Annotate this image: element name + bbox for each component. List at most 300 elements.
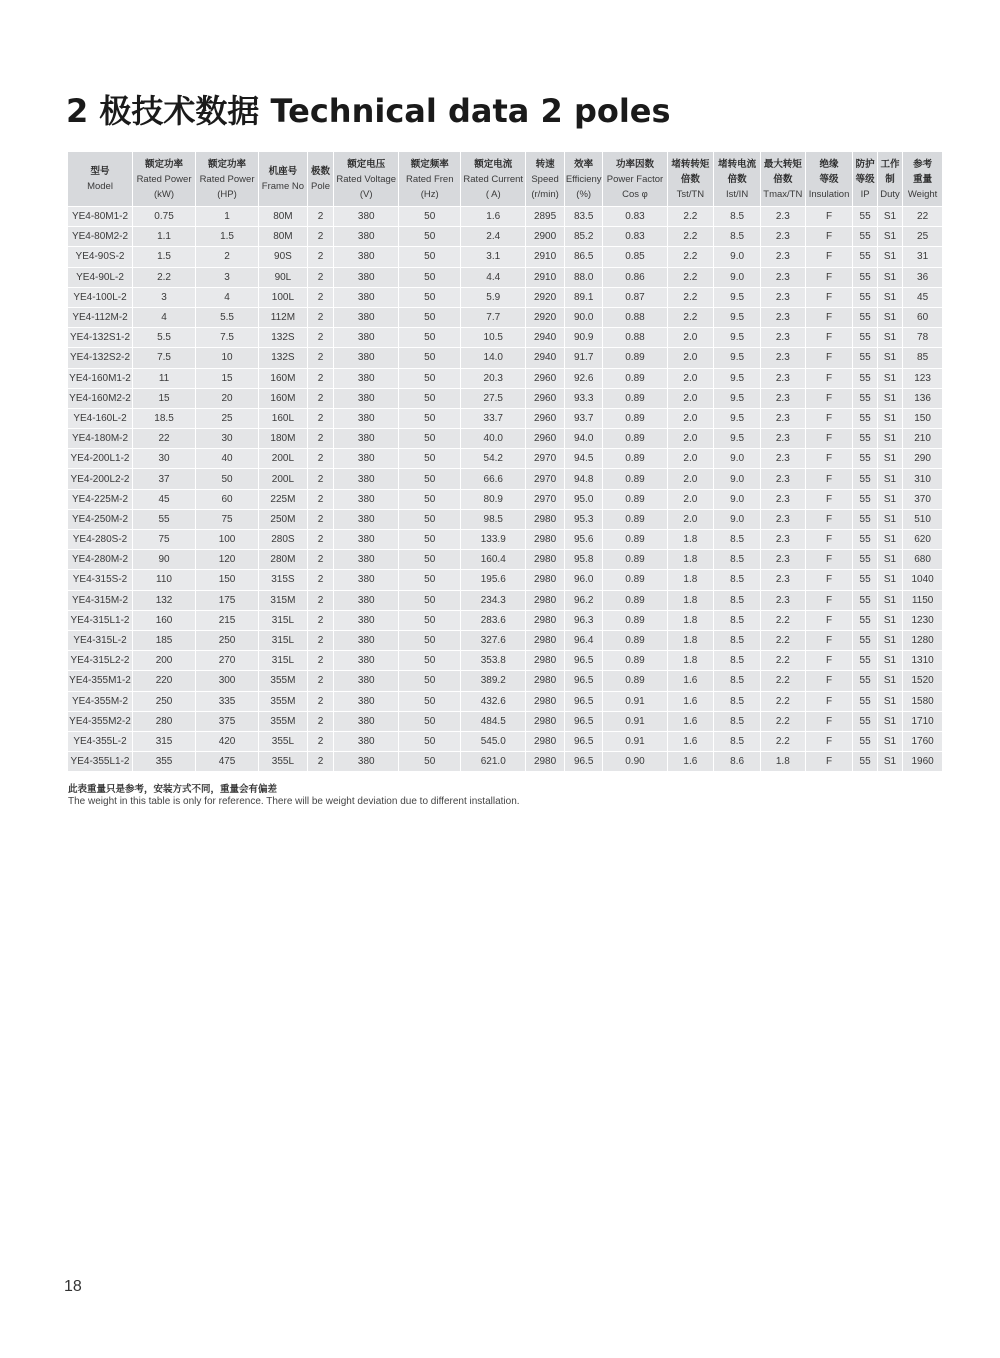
table-cell: 9.5 xyxy=(714,348,761,368)
table-cell: 25 xyxy=(196,408,259,428)
table-cell: 20 xyxy=(196,388,259,408)
table-cell: 380 xyxy=(334,570,399,590)
table-row xyxy=(68,610,943,630)
table-cell: S1 xyxy=(877,267,902,287)
table-cell: 327.6 xyxy=(461,630,526,650)
table-cell: 283.6 xyxy=(461,610,526,630)
table-cell: 8.5 xyxy=(714,651,761,671)
table-cell: 2.0 xyxy=(667,328,714,348)
table-cell: 0.89 xyxy=(603,570,667,590)
column-header xyxy=(667,152,714,207)
table-cell: 2 xyxy=(307,307,333,327)
model-cell: YE4-280S-2 xyxy=(68,530,133,550)
table-cell: 55 xyxy=(853,489,877,509)
table-cell: S1 xyxy=(877,691,902,711)
table-cell: 85 xyxy=(903,348,943,368)
table-cell: 2940 xyxy=(526,348,565,368)
table-cell: 2980 xyxy=(526,509,565,529)
table-cell: 315L xyxy=(259,630,308,650)
model-cell: YE4-315M-2 xyxy=(68,590,133,610)
table-cell: 0.89 xyxy=(603,610,667,630)
table-cell: F xyxy=(805,489,853,509)
table-cell: 2895 xyxy=(526,207,565,227)
table-cell: 50 xyxy=(399,267,461,287)
table-cell: 55 xyxy=(853,590,877,610)
table-cell: 50 xyxy=(399,207,461,227)
table-cell: 475 xyxy=(196,752,259,772)
table-cell: 50 xyxy=(399,328,461,348)
table-cell: 55 xyxy=(853,388,877,408)
table-cell: F xyxy=(805,429,853,449)
table-cell: 234.3 xyxy=(461,590,526,610)
table-cell: 1 xyxy=(196,207,259,227)
table-cell: 0.85 xyxy=(603,247,667,267)
table-cell: 9.5 xyxy=(714,287,761,307)
table-cell: 1310 xyxy=(903,651,943,671)
table-cell: 380 xyxy=(334,207,399,227)
table-cell: 55 xyxy=(853,307,877,327)
table-cell: 335 xyxy=(196,691,259,711)
table-cell: F xyxy=(805,227,853,247)
table-cell: 55 xyxy=(853,731,877,751)
column-header-line: Model xyxy=(87,181,113,192)
table-cell: 375 xyxy=(196,711,259,731)
table-cell: 290 xyxy=(903,449,943,469)
table-cell: 1.6 xyxy=(667,731,714,751)
table-cell: 50 xyxy=(399,610,461,630)
model-cell: YE4-355M1-2 xyxy=(68,671,133,691)
table-cell: 2 xyxy=(307,227,333,247)
table-cell: 55 xyxy=(853,429,877,449)
table-cell: 55 xyxy=(853,671,877,691)
table-cell: 1.1 xyxy=(133,227,196,247)
table-cell: 545.0 xyxy=(461,731,526,751)
table-cell: 2980 xyxy=(526,630,565,650)
table-cell: 2 xyxy=(307,630,333,650)
column-header-line: (kW) xyxy=(154,188,175,200)
table-cell: 2.3 xyxy=(760,307,805,327)
table-cell: 50 xyxy=(399,449,461,469)
table-cell: 2920 xyxy=(526,307,565,327)
table-cell: 18.5 xyxy=(133,408,196,428)
table-cell: 1.8 xyxy=(667,570,714,590)
table-cell: 90 xyxy=(133,550,196,570)
model-cell: YE4-112M-2 xyxy=(68,307,133,327)
table-cell: 1.6 xyxy=(667,711,714,731)
table-cell: 91.7 xyxy=(564,348,603,368)
table-cell: 3 xyxy=(133,287,196,307)
column-header xyxy=(564,152,603,207)
table-cell: 2.0 xyxy=(667,348,714,368)
table-cell: F xyxy=(805,630,853,650)
table-cell: 2960 xyxy=(526,408,565,428)
table-cell: 380 xyxy=(334,752,399,772)
table-cell: 0.90 xyxy=(603,752,667,772)
table-cell: S1 xyxy=(877,429,902,449)
table-row xyxy=(68,570,943,590)
table-cell: 2.3 xyxy=(760,368,805,388)
table-cell: 2 xyxy=(307,671,333,691)
weight-note-chinese: 此表重量只是参考，安装方式不同，重量会有偏差 xyxy=(68,784,278,795)
table-cell: 355L xyxy=(259,752,308,772)
table-cell: 132S xyxy=(259,328,308,348)
column-header-line: Duty xyxy=(880,188,900,200)
table-cell: 195.6 xyxy=(461,570,526,590)
table-cell: 50 xyxy=(399,691,461,711)
column-header-line: 倍数 xyxy=(773,173,793,185)
table-cell: 310 xyxy=(903,469,943,489)
table-cell: 380 xyxy=(334,530,399,550)
table-cell: 2 xyxy=(307,590,333,610)
table-cell: F xyxy=(805,610,853,630)
table-cell: S1 xyxy=(877,408,902,428)
table-cell: 0.83 xyxy=(603,227,667,247)
table-row xyxy=(68,307,943,327)
table-row xyxy=(68,267,943,287)
table-cell: 2980 xyxy=(526,691,565,711)
table-cell: 15 xyxy=(196,368,259,388)
table-cell: 355M xyxy=(259,671,308,691)
table-cell: 2.0 xyxy=(667,469,714,489)
table-cell: F xyxy=(805,651,853,671)
table-header-row xyxy=(68,152,943,207)
table-cell: 380 xyxy=(334,328,399,348)
table-cell: 315L xyxy=(259,651,308,671)
table-cell: 8.5 xyxy=(714,731,761,751)
table-cell: 380 xyxy=(334,227,399,247)
table-row xyxy=(68,247,943,267)
table-cell: 50 xyxy=(399,651,461,671)
table-row xyxy=(68,711,943,731)
table-cell: 36 xyxy=(903,267,943,287)
table-row xyxy=(68,207,943,227)
table-cell: 180M xyxy=(259,429,308,449)
table-cell: F xyxy=(805,469,853,489)
table-cell: 96.5 xyxy=(564,651,603,671)
table-cell: 2980 xyxy=(526,550,565,570)
table-cell: 0.89 xyxy=(603,429,667,449)
column-header-line: 堵转电流 xyxy=(718,158,757,170)
column-header xyxy=(399,152,461,207)
table-row xyxy=(68,287,943,307)
table-cell: 96.5 xyxy=(564,711,603,731)
table-cell: 0.89 xyxy=(603,651,667,671)
table-cell: 55 xyxy=(853,752,877,772)
column-header-line: 极数 xyxy=(311,166,331,177)
table-cell: 0.75 xyxy=(133,207,196,227)
table-row xyxy=(68,550,943,570)
column-header xyxy=(805,152,853,207)
table-cell: 50 xyxy=(399,590,461,610)
column-header-line: Speed xyxy=(531,173,559,185)
table-cell: 2.3 xyxy=(760,348,805,368)
table-cell: F xyxy=(805,731,853,751)
table-cell: 94.0 xyxy=(564,429,603,449)
model-cell: YE4-355M-2 xyxy=(68,691,133,711)
column-header-line: ( A) xyxy=(485,188,501,200)
table-cell: 50 xyxy=(399,429,461,449)
table-cell: 680 xyxy=(903,550,943,570)
table-cell: F xyxy=(805,328,853,348)
table-cell: 380 xyxy=(334,651,399,671)
table-cell: 2.0 xyxy=(667,408,714,428)
table-cell: 66.6 xyxy=(461,469,526,489)
table-cell: S1 xyxy=(877,307,902,327)
table-cell: 60 xyxy=(196,489,259,509)
table-cell: 380 xyxy=(334,550,399,570)
table-cell: 2.0 xyxy=(667,489,714,509)
table-cell: 2 xyxy=(307,267,333,287)
table-cell: 280 xyxy=(133,711,196,731)
table-cell: 185 xyxy=(133,630,196,650)
table-cell: 380 xyxy=(334,671,399,691)
table-cell: 2 xyxy=(307,328,333,348)
table-cell: 380 xyxy=(334,449,399,469)
table-cell: S1 xyxy=(877,328,902,348)
table-cell: 55 xyxy=(853,691,877,711)
table-cell: 2 xyxy=(307,207,333,227)
table-cell: 380 xyxy=(334,711,399,731)
column-header xyxy=(714,152,761,207)
table-cell: F xyxy=(805,570,853,590)
table-cell: 95.3 xyxy=(564,509,603,529)
table-cell: 112M xyxy=(259,307,308,327)
table-cell: 2 xyxy=(307,489,333,509)
table-cell: 2.2 xyxy=(667,247,714,267)
table-cell: 2 xyxy=(307,731,333,751)
table-cell: 1.8 xyxy=(667,590,714,610)
column-header-line: Insulation xyxy=(808,188,850,200)
table-cell: 484.5 xyxy=(461,711,526,731)
table-cell: 2.3 xyxy=(760,590,805,610)
table-cell: 9.0 xyxy=(714,267,761,287)
table-cell: 22 xyxy=(903,207,943,227)
table-cell: 92.6 xyxy=(564,368,603,388)
table-cell: 54.2 xyxy=(461,449,526,469)
table-cell: 8.5 xyxy=(714,671,761,691)
table-cell: 2 xyxy=(307,429,333,449)
table-cell: 2910 xyxy=(526,267,565,287)
column-header-line: Tmax/TN xyxy=(763,188,803,200)
table-cell: 380 xyxy=(334,348,399,368)
column-header-line: Efficieny xyxy=(565,173,602,185)
table-cell: 2.2 xyxy=(760,691,805,711)
table-cell: S1 xyxy=(877,368,902,388)
table-cell: 120 xyxy=(196,550,259,570)
table-cell: 2.0 xyxy=(667,509,714,529)
table-cell: 2.0 xyxy=(667,388,714,408)
table-cell: 2980 xyxy=(526,590,565,610)
table-cell: 50 xyxy=(399,630,461,650)
table-cell: 9.5 xyxy=(714,408,761,428)
table-cell: 1.8 xyxy=(667,610,714,630)
column-header-line: 堵转转矩 xyxy=(671,158,710,170)
table-cell: 0.89 xyxy=(603,388,667,408)
table-cell: 8.5 xyxy=(714,530,761,550)
table-cell: 80M xyxy=(259,207,308,227)
column-header-line: 参考 xyxy=(913,158,933,170)
table-cell: 380 xyxy=(334,429,399,449)
column-header-line: 绝缘 xyxy=(819,158,839,170)
model-cell: YE4-200L2-2 xyxy=(68,469,133,489)
table-cell: 280M xyxy=(259,550,308,570)
model-cell: YE4-355L-2 xyxy=(68,731,133,751)
table-cell: S1 xyxy=(877,227,902,247)
table-cell: 8.5 xyxy=(714,590,761,610)
table-cell: 1520 xyxy=(903,671,943,691)
table-cell: 37 xyxy=(133,469,196,489)
table-cell: 55 xyxy=(853,207,877,227)
table-cell: 2 xyxy=(307,348,333,368)
table-cell: 225M xyxy=(259,489,308,509)
table-cell: 9.0 xyxy=(714,509,761,529)
table-cell: 50 xyxy=(399,368,461,388)
column-header xyxy=(307,152,333,207)
table-cell: 75 xyxy=(196,509,259,529)
column-header xyxy=(196,152,259,207)
table-cell: 2 xyxy=(307,509,333,529)
table-cell: 1.8 xyxy=(667,550,714,570)
table-cell: S1 xyxy=(877,752,902,772)
table-row xyxy=(68,509,943,529)
model-cell: YE4-225M-2 xyxy=(68,489,133,509)
column-header-line: Frame No xyxy=(261,181,305,192)
table-cell: 2 xyxy=(307,610,333,630)
table-cell: 2 xyxy=(307,247,333,267)
table-cell: 55 xyxy=(853,550,877,570)
table-cell: 200 xyxy=(133,651,196,671)
table-cell: 2.3 xyxy=(760,388,805,408)
table-cell: 0.88 xyxy=(603,328,667,348)
table-cell: 50 xyxy=(399,227,461,247)
table-cell: 1760 xyxy=(903,731,943,751)
table-cell: S1 xyxy=(877,287,902,307)
column-header xyxy=(760,152,805,207)
column-header xyxy=(259,152,308,207)
table-cell: F xyxy=(805,287,853,307)
table-cell: 1.6 xyxy=(667,691,714,711)
table-cell: 2 xyxy=(307,651,333,671)
table-cell: 0.89 xyxy=(603,368,667,388)
table-cell: F xyxy=(805,530,853,550)
table-cell: 9.5 xyxy=(714,328,761,348)
column-header-line: Weight xyxy=(907,188,938,200)
table-row xyxy=(68,368,943,388)
table-cell: 0.89 xyxy=(603,348,667,368)
table-cell: 96.5 xyxy=(564,671,603,691)
table-cell: 9.0 xyxy=(714,247,761,267)
table-cell: F xyxy=(805,590,853,610)
table-cell: 8.5 xyxy=(714,691,761,711)
table-cell: 380 xyxy=(334,590,399,610)
table-cell: 300 xyxy=(196,671,259,691)
table-cell: 0.91 xyxy=(603,731,667,751)
table-cell: S1 xyxy=(877,711,902,731)
table-cell: 2 xyxy=(307,469,333,489)
column-header xyxy=(133,152,196,207)
table-cell: 2.2 xyxy=(667,207,714,227)
table-cell: 8.5 xyxy=(714,227,761,247)
column-header xyxy=(877,152,902,207)
table-cell: 315M xyxy=(259,590,308,610)
column-header-line: Rated Voltage xyxy=(336,173,397,185)
table-cell: 110 xyxy=(133,570,196,590)
table-cell: 30 xyxy=(133,449,196,469)
table-cell: 83.5 xyxy=(564,207,603,227)
table-cell: 160M xyxy=(259,368,308,388)
column-header xyxy=(68,152,133,207)
table-cell: 2940 xyxy=(526,328,565,348)
table-row xyxy=(68,489,943,509)
column-header-line: (V) xyxy=(359,188,373,200)
table-cell: 380 xyxy=(334,509,399,529)
table-cell: 94.8 xyxy=(564,469,603,489)
table-cell: 45 xyxy=(133,489,196,509)
table-cell: 2 xyxy=(307,449,333,469)
table-cell: 2 xyxy=(307,530,333,550)
table-cell: 2960 xyxy=(526,368,565,388)
table-cell: 98.5 xyxy=(461,509,526,529)
table-cell: 5.9 xyxy=(461,287,526,307)
table-cell: 94.5 xyxy=(564,449,603,469)
table-cell: 90L xyxy=(259,267,308,287)
table-cell: 2.3 xyxy=(760,247,805,267)
table-cell: 7.5 xyxy=(196,328,259,348)
table-cell: 175 xyxy=(196,590,259,610)
table-cell: 50 xyxy=(399,530,461,550)
table-cell: 9.0 xyxy=(714,469,761,489)
table-cell: 380 xyxy=(334,307,399,327)
table-cell: 2980 xyxy=(526,711,565,731)
column-header-line: Rated Fren xyxy=(405,173,454,185)
table-cell: S1 xyxy=(877,469,902,489)
table-cell: 0.89 xyxy=(603,630,667,650)
table-cell: 50 xyxy=(399,489,461,509)
table-cell: 510 xyxy=(903,509,943,529)
table-cell: 100 xyxy=(196,530,259,550)
table-cell: 9.5 xyxy=(714,368,761,388)
table-cell: 1.6 xyxy=(461,207,526,227)
table-row xyxy=(68,752,943,772)
column-header-line: 重量 xyxy=(913,173,933,185)
table-cell: 9.5 xyxy=(714,307,761,327)
table-cell: 133.9 xyxy=(461,530,526,550)
weight-note-english: The weight in this table is only for reference. There will be weight deviation due to different installation. xyxy=(68,796,520,807)
table-cell: 380 xyxy=(334,630,399,650)
table-cell: 50 xyxy=(399,469,461,489)
table-cell: 132S xyxy=(259,348,308,368)
table-cell: 2 xyxy=(307,388,333,408)
table-cell: 0.86 xyxy=(603,267,667,287)
column-header xyxy=(853,152,877,207)
table-cell: 2.2 xyxy=(760,671,805,691)
table-cell: 200L xyxy=(259,449,308,469)
table-cell: 0.88 xyxy=(603,307,667,327)
table-cell: 270 xyxy=(196,651,259,671)
column-header-line: 防护 xyxy=(855,158,875,170)
model-cell: YE4-250M-2 xyxy=(68,509,133,529)
table-cell: 2.3 xyxy=(760,227,805,247)
model-cell: YE4-160M2-2 xyxy=(68,388,133,408)
table-cell: 2.3 xyxy=(760,469,805,489)
table-cell: 96.5 xyxy=(564,752,603,772)
table-cell: 50 xyxy=(399,307,461,327)
table-cell: 10.5 xyxy=(461,328,526,348)
table-cell: 1.6 xyxy=(667,671,714,691)
table-cell: 2.3 xyxy=(760,408,805,428)
model-cell: YE4-200L1-2 xyxy=(68,449,133,469)
table-cell: 380 xyxy=(334,469,399,489)
